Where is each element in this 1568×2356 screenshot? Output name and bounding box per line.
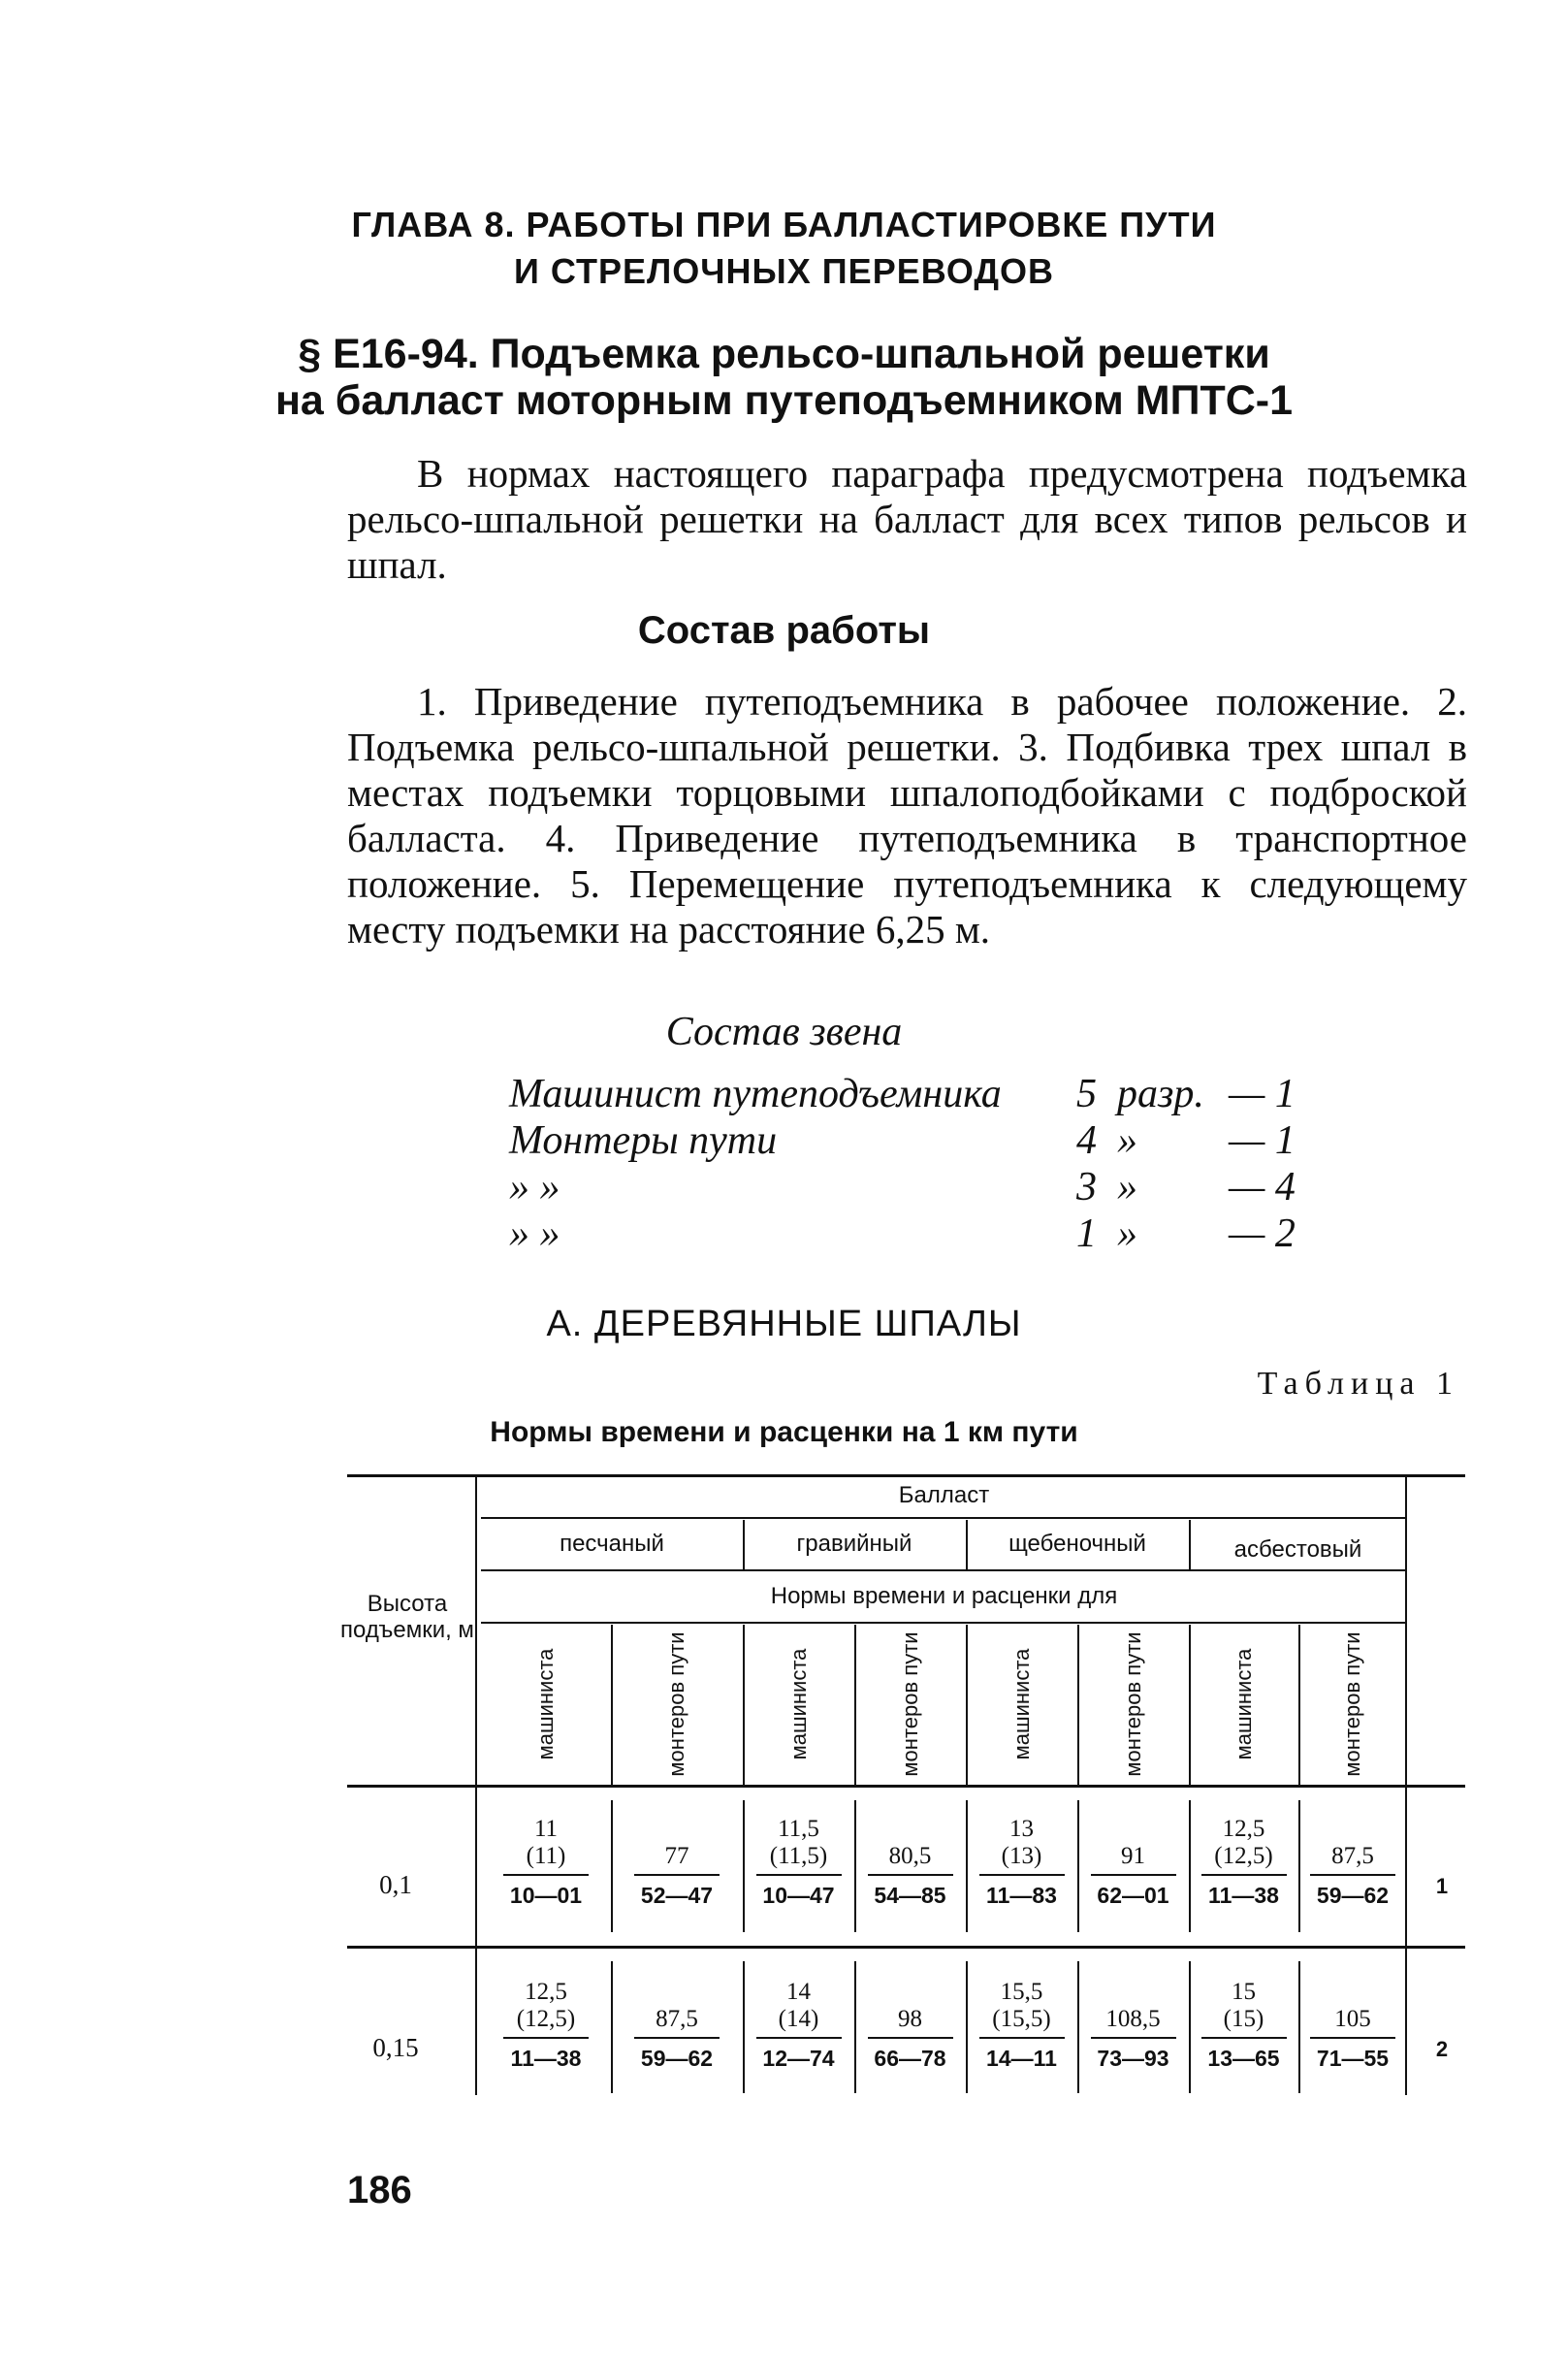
- body-col-divider: [611, 1800, 613, 1932]
- row-height-value: 0,15: [372, 2033, 419, 2062]
- time-norm-value: 14: [786, 1979, 811, 2005]
- section-title-line1: § Е16-94. Подъемка рельсо-шпальной решетки: [298, 331, 1270, 377]
- rate-value: 11—38: [510, 2046, 582, 2071]
- time-norm-value: 12,5: [1222, 1816, 1265, 1842]
- crew-row: [509, 1117, 1304, 1164]
- body-col-divider: [611, 1961, 613, 2093]
- section-title-line2: на балласт моторным путеподъемником МПТС-1: [274, 377, 1294, 424]
- crew-row: [509, 1210, 1304, 1257]
- col-header-machinist: [1188, 1631, 1300, 1777]
- col-header-track-workers: [854, 1631, 967, 1777]
- chapter-title-line2: И СТРЕЛОЧНЫХ ПЕРЕВОДОВ: [514, 251, 1054, 291]
- col-header-text: машиниста: [785, 1648, 811, 1760]
- ballast-type-gravel: гравийный: [796, 1531, 912, 1557]
- time-norm-value-alt: 105: [1334, 2006, 1371, 2032]
- ballast-type-crushed-stone: щебеночный: [1008, 1531, 1146, 1557]
- work-paragraph: [347, 679, 1467, 952]
- crew-role: Монтеры пути: [509, 1118, 778, 1163]
- col-header-machinist: [966, 1631, 1078, 1777]
- col-divider-height: [475, 1474, 477, 2095]
- time-norm-value-alt: (15): [1223, 2006, 1264, 2032]
- ballast-header: Балласт: [898, 1482, 990, 1508]
- work-text: 1. Приведение путеподъемника в рабочее положение. 2. Подъемка рельсо-шпальной решетки. 3. Подбивка трех шпал в местах подъемки торцовыми шпалоподбойками с подброской балласта. 4. Приведение путеподъемника в транспортное положение. 5. Перемещение путеподъемника к следующему месту подъемки на расстояние 6,25 м.: [347, 679, 1467, 952]
- rate-value: 59—62: [640, 2046, 714, 2071]
- fraction-bar: [634, 1874, 720, 1876]
- norm-cell: [856, 1979, 965, 2072]
- rate-value: 13—65: [1207, 2046, 1280, 2071]
- crew-role: Машинист путеподъемника: [509, 1072, 1002, 1116]
- subsection-title: А. ДЕРЕВЯННЫЕ ШПАЛЫ: [546, 1304, 1022, 1344]
- time-norm-value-alt: (11): [526, 1843, 566, 1869]
- col-header-track-workers: [621, 1631, 733, 1777]
- crew-grade: 4: [1076, 1118, 1097, 1163]
- fraction-bar: [1201, 2037, 1287, 2039]
- table-number: Таблица 1: [1257, 1366, 1459, 1402]
- crew-grade-unit: »: [1117, 1211, 1137, 1256]
- col-header-text: машиниста: [1231, 1648, 1256, 1760]
- subcol-divider-header: [611, 1625, 613, 1785]
- time-norm-value: 11: [533, 1816, 559, 1842]
- intro-text: В нормах настоящего параграфа предусмотрена подъемка рельсо-шпальной решетки на балласт для всех типов рельсов и шпал.: [347, 451, 1467, 587]
- crew-count: — 1: [1229, 1072, 1296, 1116]
- time-norm-value: 15,5: [1000, 1979, 1043, 2005]
- row-height-value: 0,1: [379, 1870, 412, 1899]
- time-norm-value-alt: 80,5: [888, 1843, 932, 1869]
- norm-cell: [623, 1816, 731, 1909]
- fraction-bar: [1091, 2037, 1176, 2039]
- fraction-bar: [1310, 1874, 1395, 1876]
- rate-value: 71—55: [1316, 2046, 1390, 2071]
- norm-cell: [968, 1816, 1076, 1909]
- norm-cell: [968, 1979, 1076, 2072]
- time-norm-value: [856, 1816, 965, 1843]
- col-header-text: монтеров пути: [1340, 1631, 1364, 1777]
- crew-grade-unit: разр.: [1117, 1072, 1204, 1116]
- table-top-rule: [347, 1474, 1465, 1477]
- time-norm-value: 15: [1232, 1979, 1256, 2005]
- crew-role: » »: [509, 1165, 560, 1210]
- work-heading: Состав работы: [637, 609, 931, 652]
- crew-count: — 1: [1229, 1118, 1296, 1163]
- time-norm-value-alt: (11,5): [769, 1843, 828, 1869]
- ballast-type-asbestos: асбестовый: [1233, 1536, 1362, 1563]
- norm-cell: [1079, 1979, 1188, 2072]
- fraction-bar: [868, 1874, 953, 1876]
- crew-heading: Состав звена: [665, 1010, 903, 1054]
- col-header-text: монтеров пути: [897, 1631, 922, 1777]
- rate-value: 10—47: [762, 1883, 835, 1908]
- crew-role: » »: [509, 1211, 560, 1256]
- fraction-bar: [756, 1874, 842, 1876]
- crew-count: — 4: [1229, 1165, 1296, 1210]
- crew-row: [509, 1164, 1304, 1210]
- crew-grade: 1: [1076, 1211, 1097, 1256]
- time-norm-value-alt: 87,5: [1331, 1843, 1374, 1869]
- col-header-text: монтеров пути: [1120, 1631, 1145, 1777]
- page-number: 186: [347, 2169, 412, 2211]
- time-norm-value: [1298, 1979, 1407, 2006]
- time-norm-value-alt: 108,5: [1105, 2006, 1161, 2032]
- rate-value: 12—74: [762, 2046, 835, 2071]
- norm-cell: [1190, 1816, 1298, 1909]
- col-header-track-workers: [1077, 1631, 1190, 1777]
- rate-value: 52—47: [640, 1883, 714, 1908]
- time-norm-value-alt: (13): [1001, 1843, 1042, 1869]
- fraction-bar: [503, 2037, 589, 2039]
- rule-under-types: [481, 1569, 1407, 1571]
- norm-cell: [623, 1979, 731, 2072]
- time-norm-value-alt: 91: [1121, 1843, 1145, 1869]
- time-norm-value: [1298, 1816, 1407, 1843]
- crew-row: [509, 1071, 1304, 1117]
- rate-value: 66—78: [874, 2046, 946, 2071]
- ballast-type-sand: песчаный: [560, 1531, 664, 1557]
- time-norm-value-alt: (15,5): [992, 2006, 1051, 2032]
- time-norm-value-alt: (14): [778, 2006, 819, 2032]
- time-norm-value: [1079, 1979, 1188, 2006]
- fraction-bar: [634, 2037, 720, 2039]
- time-norm-value-alt: (12,5): [516, 2006, 576, 2032]
- crew-count: — 2: [1229, 1211, 1296, 1256]
- rate-value: 54—85: [874, 1883, 946, 1908]
- time-norm-value: 13: [1009, 1816, 1034, 1842]
- rate-value: 11—83: [986, 1883, 1057, 1908]
- time-norm-value: [1079, 1816, 1188, 1843]
- rate-value: 59—62: [1316, 1883, 1390, 1908]
- rate-value: 11—38: [1208, 1883, 1279, 1908]
- norm-cell: [1079, 1816, 1188, 1909]
- time-norm-value-alt: 77: [664, 1843, 689, 1869]
- norms-header: Нормы времени и расценки для: [770, 1583, 1118, 1609]
- col-header-text: машиниста: [533, 1648, 558, 1760]
- intro-paragraph: [347, 451, 1467, 588]
- col-header-text: машиниста: [1008, 1648, 1034, 1760]
- norm-cell: [1298, 1816, 1407, 1909]
- rule-under-ballast: [481, 1517, 1407, 1519]
- rate-value: 10—01: [509, 1883, 583, 1908]
- col-header-track-workers: [1296, 1631, 1409, 1777]
- norm-cell: [856, 1816, 965, 1909]
- col-header-text: монтеров пути: [664, 1631, 688, 1777]
- time-norm-value: [623, 1979, 731, 2006]
- time-norm-value: [623, 1816, 731, 1843]
- fraction-bar: [979, 1874, 1065, 1876]
- time-norm-value-alt: (12,5): [1214, 1843, 1273, 1869]
- norm-cell: [1298, 1979, 1407, 2072]
- time-norm-value: [856, 1979, 965, 2006]
- fraction-bar: [1201, 1874, 1287, 1876]
- norm-cell: [492, 1816, 600, 1909]
- crew-grade: 5: [1076, 1072, 1097, 1116]
- crew-grade: 3: [1076, 1165, 1097, 1210]
- norm-cell: [745, 1816, 853, 1909]
- crew-grade-unit: »: [1117, 1165, 1137, 1210]
- time-norm-value: 11,5: [778, 1816, 819, 1842]
- rate-value: 73—93: [1097, 2046, 1169, 2071]
- time-norm-value: 12,5: [525, 1979, 567, 2005]
- fraction-bar: [503, 1874, 589, 1876]
- time-norm-value-alt: 87,5: [656, 2006, 698, 2032]
- time-norm-value-alt: 98: [898, 2006, 922, 2032]
- chapter-title-line1: ГЛАВА 8. РАБОТЫ ПРИ БАЛЛАСТИРОВКЕ ПУТИ: [351, 205, 1217, 244]
- fraction-bar: [868, 2037, 953, 2039]
- norm-cell: [1190, 1979, 1298, 2072]
- header-bottom-rule: [347, 1785, 1465, 1788]
- row-header-height: Высота подъемки, м: [340, 1591, 474, 1643]
- row-number: 2: [1435, 2037, 1449, 2061]
- rule-under-norms: [481, 1622, 1407, 1624]
- row-number: 1: [1435, 1874, 1449, 1898]
- row-separator-rule: [347, 1946, 1465, 1949]
- norm-cell: [492, 1979, 600, 2072]
- table-caption: Нормы времени и расценки на 1 км пути: [490, 1416, 1078, 1448]
- fraction-bar: [1310, 2037, 1395, 2039]
- rate-value: 62—01: [1097, 1883, 1169, 1908]
- col-header-machinist: [490, 1631, 602, 1777]
- fraction-bar: [1091, 1874, 1176, 1876]
- fraction-bar: [756, 2037, 842, 2039]
- norm-cell: [745, 1979, 853, 2072]
- rate-value: 14—11: [986, 2046, 1057, 2071]
- crew-grade-unit: »: [1117, 1118, 1137, 1163]
- fraction-bar: [979, 2037, 1065, 2039]
- col-header-machinist: [743, 1631, 855, 1777]
